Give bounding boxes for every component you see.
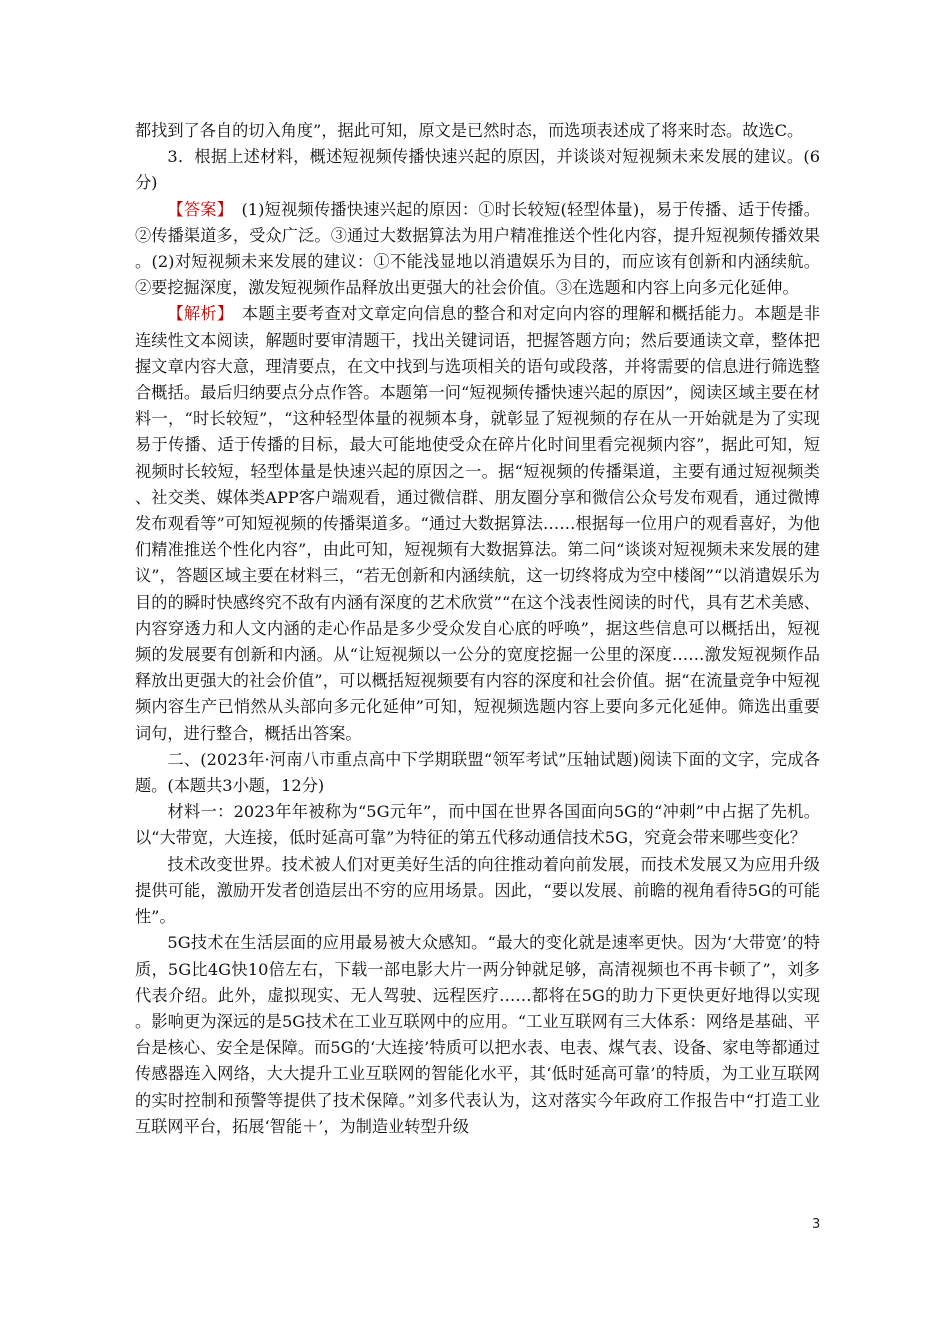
answer-text: (1)短视频传播快速兴起的原因：①时长较短(轻型体量)，易于传播、适于传播。②传播渠道多，受众广泛。③通过大数据算法为用户精准推送个性化内容，提升短视频传播效果。(2)对短视频未来发展的建议：①不能浅显地以消遣娱乐为目的，而应该有创新和内涵续航。②要挖掘深度，激发短视频作品释放出更强大的社会价值。③在选题和内容上向多元化延伸。	[135, 199, 820, 298]
previous-analysis-tail: 都找到了各自的切入角度”，据此可知，原文是已然时态，而选项表述成了将来时态。故选C。	[135, 121, 804, 140]
page-number: 3	[812, 1217, 821, 1232]
analysis-text: 本题主要考查对文章定向信息的整合和对定向内容的理解和概括能力。本题是非连续性文本阅读，解题时要审清题干，找出关键词语，把握答题方向；然后要通读文章，整体把握文章内容大意，理清要点，在文中找到与选项相关的语句或段落，并将需要的信息进行筛选整合概括。最后归纳要点分点作答。本题第一问“短视频传播快速兴起的原因”，阅读区域主要在材料一，“时长较短”，“这种轻型体量的视频本身，就彰显了短视频的存在从一开始就是为了实现易于传播、适于传播的目标，最大可能地使受众在碎片化时间里看完视频内容”，据此可知，短视频时长较短，轻型体量是快速兴起的原因之一。据“短视频的传播渠道，主要有通过短视频类、社交类、媒体类APP客户端观看，通过微信群、朋友圈分享和微信公众号发布观看，通过微博发布观看等”可知短视频的传播渠道多。“通过大数据算法……根据每一位用户的观看喜好，为他们精准推送个性化内容”，由此可知，短视频有大数据算法。第二问“谈谈对短视频未来发展的建议”，答题区域主要在材料三，“若无创新和内涵续航，这一切终将成为空中楼阁”“以消遣娱乐为目的的瞬时快感终究不敌有内涵有深度的艺术欣赏”“在这个浅表性阅读的时代，具有艺术美感、内容穿透力和人文内涵的走心作品是多少受众发自心底的呼唤”，据这些信息可以概括出，短视频的发展要有创新和内涵。从“让短视频以一公分的宽度挖掘一公里的深度……激发短视频作品释放出更强大的社会价值”，可以概括短视频要有内容的深度和社会价值。据“在流量竞争中短视频内容生产已悄然从头部向多元化延伸”可知，短视频选题内容上要向多元化延伸。筛选出重要词句，进行整合，概括出答案。	[135, 304, 821, 743]
page-content	[135, 118, 820, 1140]
question-3-analysis	[135, 301, 820, 746]
answer-label: 【答案】	[167, 199, 226, 219]
section-2-heading: 二、(2023年·河南八市重点高中下学期联盟“领军考试”压轴试题)阅读下面的文字，完成各题。(本题共3小题，12分)	[135, 749, 820, 796]
material-paragraph: 材料一：2023年年被称为“5G元年”，而中国在世界各国面向5G的“冲刺”中占据了先机。以“大带宽，大连接，低时延高可靠”为特征的第五代移动通信技术5G，究竟会带来哪些变化？	[135, 802, 820, 848]
question-3-prompt: 3．根据上述材料，概述短视频传播快速兴起的原因，并谈谈对短视频未来发展的建议。(6分)	[135, 147, 820, 193]
material-paragraph: 技术改变世界。技术被人们对更美好生活的向往推动着向前发展，而技术发展又为应用升级提供可能，激励开发者创造层出不穷的应用场景。因此，“要以发展、前瞻的视角看待5G的可能性”。	[135, 854, 820, 927]
material-paragraph: 5G技术在生活层面的应用最易被大众感知。“最大的变化就是速率更快。因为‘大带宽’的特质，5G比4G快10倍左右，下载一部电影大片一两分钟就足够，高清视频也不再卡顿了”，刘多代表介绍。此外，虚拟现实、无人驾驶、远程医疗……都将在5G的助力下更快更好地得以实现。影响更为深远的是5G技术在工业互联网中的应用。“工业互联网有三大体系：网络是基础、平台是核心、安全是保障。而5G的‘大连接’特质可以把水表、电表、煤气表、设备、家电等都通过传感器连入网络，大大提升工业互联网的智能化水平，其‘低时延高可靠’的特质，为工业互联网的实时控制和预警等提供了技术保障。”刘多代表认为，这对落实今年政府工作报告中“打造工业互联网平台，拓展‘智能＋’，为制造业转型升级	[135, 933, 820, 1136]
question-3-answer	[135, 197, 820, 302]
analysis-label: 【解析】	[167, 304, 226, 324]
